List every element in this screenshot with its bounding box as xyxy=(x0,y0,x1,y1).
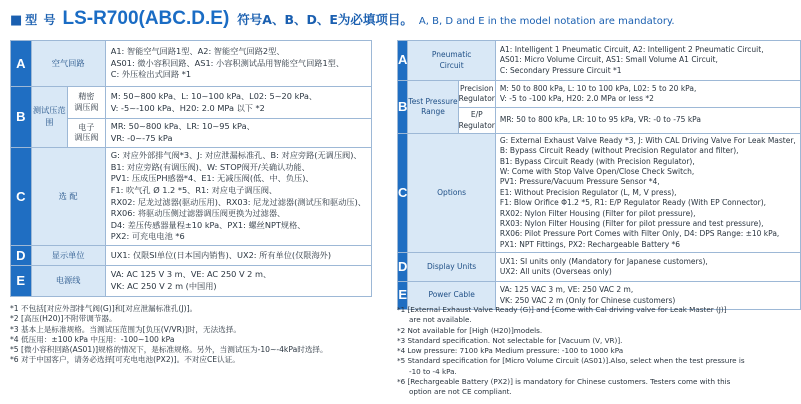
model-table-en xyxy=(397,40,801,310)
sub-item xyxy=(68,87,106,119)
row-content xyxy=(495,41,800,81)
content-line: E1: Without Precision Regulator (L, M, V press), xyxy=(499,187,677,197)
sub-line: 精密 xyxy=(78,92,95,101)
content-line: VK: 250 VAC 2 m (Only for Chinese customers) xyxy=(499,295,676,305)
content-line: A1: Intelligent 1 Pneumatic Circuit, A2: Intelligent 2 Pneumatic Circuit, xyxy=(499,44,764,54)
row-content xyxy=(105,246,371,266)
row-c xyxy=(398,134,801,253)
content-line: B: Bypass Circuit Ready (without Precision Regulator and filter), xyxy=(499,146,739,156)
item-line: Range xyxy=(421,107,445,116)
footnote: *2 Not available for [High (H20)]models. xyxy=(397,325,543,335)
content-line: V: -5 to -100 kPa, H20: 2.0 MPa or less *2 xyxy=(499,94,654,103)
footnotes-en xyxy=(397,305,755,398)
row-item xyxy=(408,253,495,282)
content-line: F1: 吹气孔 Ø 1.2 *5、R1: 对应电子调压阀、 xyxy=(110,184,278,195)
row-content xyxy=(105,119,371,148)
content-line: D4: 差压传感器量程±10 kPa、PX1: 螺丝NPT规格、 xyxy=(110,219,306,230)
footnote: *5 [微小容积回路(AS01)]规格的情况下，是标准规格。另外，当测试压为-10~-4kPa时选择。 xyxy=(10,345,328,355)
row-a xyxy=(398,41,801,81)
content-line: AS01: 微小容积回路、AS1: 小容积测试品用智能空气回路1型、 xyxy=(110,57,345,68)
footnote-continuation: option are not CE compliant. xyxy=(409,387,512,397)
row-letter: A xyxy=(11,41,32,87)
footnote: *6 对于中国客户，请务必选择[可充电电池(PX2)]。不对应CE认证。 xyxy=(10,355,240,365)
content-line: PX2: 可充电电池 *6 xyxy=(110,231,185,242)
content-line: MR: 50 to 800 kPa, LR: 10 to 95 kPa, VR: -0 to -75 kPa xyxy=(499,115,701,125)
footnote: *1 [External Exhaust Valve Ready (G)] and [Come with Cal driving valve for Leak Master (J)] xyxy=(397,305,727,314)
sub-line: 调压阀 xyxy=(74,102,99,112)
content-line: G: 对应外部排气阀*3、J: 对应泄漏标准孔、B: 对应旁路(无调压阀)、 xyxy=(110,150,362,161)
row-item: 测试压范围 xyxy=(31,87,68,148)
row-item xyxy=(408,81,458,134)
row-letter: A xyxy=(398,41,408,81)
mandatory-note-jp: 符号A、B、D、E为必填项目。 xyxy=(237,12,413,27)
row-letter: C xyxy=(11,148,32,246)
row-content xyxy=(495,81,800,108)
content-line: V: -5~-100 kPa、H20: 2.0 MPa 以下 *2 xyxy=(110,102,265,113)
content-line: VA: 125 VAC 3 m, VE: 250 VAC 2 m, xyxy=(499,285,634,295)
content-line: B1: Bypass Circuit Ready (with Precision Regulator), xyxy=(499,156,695,166)
content-line: C: Secondary Pressure Circuit *1 xyxy=(499,65,622,75)
title-label: 型 号 xyxy=(25,13,57,27)
sub-line: 调压阀 xyxy=(74,133,99,142)
content-line: W: Come with Stop Valve Open/Close Check Switch, xyxy=(499,166,695,176)
content-line: B1: 对应旁路(有调压阀)、W: STOP阀开/关确认功能、 xyxy=(110,161,310,172)
row-item: 选 配 xyxy=(31,148,105,246)
item-line: Options xyxy=(437,187,467,197)
footnote-continuation: are not available. xyxy=(409,315,472,325)
row-e xyxy=(11,266,372,297)
row-content xyxy=(105,148,371,246)
content-line: M: 50~800 kPa、L: 10~100 kPa、L02: 5~20 kPa、 xyxy=(110,90,318,101)
content-line: PV1: 压成压PH感器*4、E1: 无减压阀(低、中、负压)、 xyxy=(110,173,314,184)
content-line: C: 外压检出式回路 *1 xyxy=(110,69,192,80)
content-line: AS01: Micro Volume Circuit, AS1: Small Volume A1 Circuit, xyxy=(499,55,718,65)
row-letter: B xyxy=(11,87,32,148)
row-d xyxy=(398,253,801,282)
content-line: F1: Blow Orifice Φ1.2 *5, R1: E/P Regulator Ready (With EP Connector), xyxy=(499,198,767,208)
sub-item xyxy=(458,81,495,108)
item-line: Test Pressure xyxy=(408,96,458,106)
footnote-continuation: -10 to -4 kPa. xyxy=(409,366,457,376)
row-letter: E xyxy=(398,282,408,310)
footnote: *6 [Rechargeable Battery (PX2)] is mandatory for Chinese customers. Testers come with this xyxy=(397,377,731,387)
content-line: RX03: Nylon Filter Housing (Filter for pilot pressure and test pressure), xyxy=(499,219,764,229)
row-content xyxy=(495,134,800,253)
footnote: *5 Standard specification for [Micro Volume Circuit (AS01)].Also, select when the test pressure is xyxy=(397,356,745,366)
content-line: RX02: Nylon Filter Housing (Filter for pilot pressure), xyxy=(499,208,696,218)
content-line: UX1: SI units only (Mandatory for Japanese customers), xyxy=(499,256,708,266)
row-content xyxy=(105,41,371,87)
row-item xyxy=(408,134,495,253)
row-b2 xyxy=(398,108,801,134)
item-line: Pneumatic xyxy=(431,50,472,60)
sub-item xyxy=(68,119,106,148)
row-letter: D xyxy=(398,253,408,282)
model-number: LS-R700(ABC.D.E) xyxy=(62,8,230,29)
item-line: Power Cable xyxy=(428,290,475,300)
content-line: G: External Exhaust Valve Ready *3, J: With CAL Driving Valve For Leak Master, xyxy=(499,135,796,145)
row-b1 xyxy=(11,87,372,119)
content-line: VK: AC 250 V 2 m (中国用) xyxy=(110,281,217,291)
footnotes-jp xyxy=(10,304,385,366)
content-line: RX06: Pilot Pressure Port Comes with Filter Only, D4: DPS Range: ±10 kPa, xyxy=(499,229,780,239)
row-item xyxy=(408,41,495,81)
row-c xyxy=(11,148,372,246)
row-item: 电源线 xyxy=(31,266,105,297)
row-item: 空气回路 xyxy=(31,41,105,87)
row-letter: C xyxy=(398,134,408,253)
content-line: A1: 智能空气回路1型、A2: 智能空气回路2型、 xyxy=(110,46,285,57)
row-letter: D xyxy=(11,246,32,266)
item-line: Circuit xyxy=(439,60,464,70)
row-letter: B xyxy=(398,81,408,134)
footnote: *2 [高压(H20)]不附带调节器。 xyxy=(10,314,117,324)
footnote: *4 低压用：±100 kPa 中压用：-100~100 kPa xyxy=(10,334,175,344)
row-content xyxy=(495,108,800,134)
footnote: *3 基本上是标准规格。当测试压范围为[负压(V/VR)]时，无法选择。 xyxy=(10,324,241,334)
row-content xyxy=(105,266,371,297)
page-title xyxy=(10,8,675,30)
content-line: MR: 50~800 kPa、LR: 10~95 kPa、 xyxy=(110,121,255,132)
sub-line: E/P xyxy=(470,110,483,120)
row-content xyxy=(495,253,800,282)
mandatory-note-en: A, B, D and E in the model notation are mandatory. xyxy=(418,16,675,27)
content-line: VA: AC 125 V 3 m、VE: AC 250 V 2 m、 xyxy=(110,269,272,280)
row-d xyxy=(11,246,372,266)
content-line: RX06: 将驱动压侧过滤器调压阀更换为过滤器、 xyxy=(110,208,286,219)
content-line: PX1: NPT Fittings, PX2: Rechargeable Battery *6 xyxy=(499,239,681,249)
content-line: VR: -0~-75 kPa xyxy=(110,133,173,143)
footnote: *4 Low pressure: 7100 kPa Medium pressure: -100 to 1000 kPa xyxy=(397,346,624,356)
footnote: *1 不包括[对应外部排气阀(G)]和[对应泄漏标准孔(J)]。 xyxy=(10,304,198,313)
model-table-jp xyxy=(10,40,372,297)
row-b1 xyxy=(398,81,801,108)
row-letter: E xyxy=(11,266,32,297)
row-a xyxy=(11,41,372,87)
sub-line: 电子 xyxy=(78,122,95,132)
content-line: UX1: 仅限SI单位(日本国内销售)、UX2: 所有单位(仅限海外) xyxy=(110,249,332,260)
content-line: PV1: Pressure/Vacuum Pressure Sensor *4, xyxy=(499,177,660,187)
sub-item xyxy=(458,108,495,134)
item-line: Display Units xyxy=(427,261,477,271)
row-content xyxy=(105,87,371,119)
sub-line: Regulator xyxy=(458,94,495,103)
footnote: *3 Standard specification. Not selectable for [Vacuum (V, VR)]. xyxy=(397,335,623,345)
sub-line: Regulator xyxy=(458,120,495,130)
content-line: RX02: 尼龙过滤器(驱动压用)、RX03: 尼龙过滤器(测试压和驱动压)、 xyxy=(110,196,366,207)
content-line: UX2: All units (Overseas only) xyxy=(499,267,612,276)
row-item: 显示单位 xyxy=(31,246,105,266)
content-line: M: 50 to 800 kPa, L: 10 to 100 kPa, L02: 5 to 20 kPa, xyxy=(499,83,697,93)
title-mark: ■ xyxy=(10,13,23,28)
sub-line: Precision xyxy=(459,83,494,93)
